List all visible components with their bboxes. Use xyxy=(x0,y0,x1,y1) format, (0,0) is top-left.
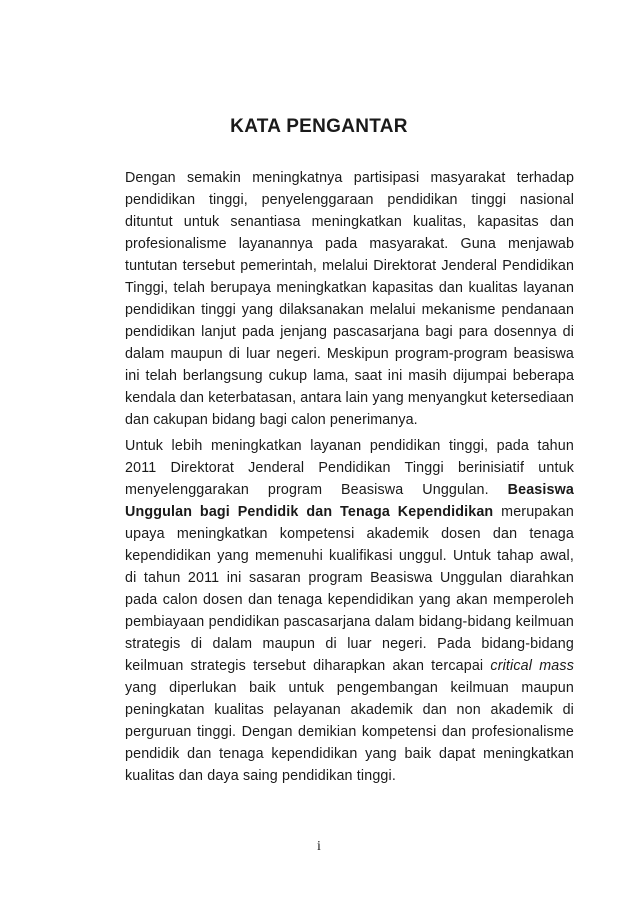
document-body xyxy=(125,167,574,787)
paragraph-1: Dengan semakin meningkatnya partisipasi masyarakat terhadap pendidikan tinggi, penyelenggaraan pendidikan tinggi nasional dituntut untuk senantiasa meningkatkan kualitas, kapasitas dan profesionalisme layanannya pada masyarakat. Guna menjawab tuntutan tersebut pemerintah, melalui Direktorat Jenderal Pendidikan Tinggi, telah berupaya meningkatkan kapasitas dan kualitas layanan pendidikan tinggi yang dilaksanakan melalui mekanisme pendanaan pendidikan lanjut pada jenjang pascasarjana bagi para dosennya di dalam maupun di luar negeri. Meskipun program-program beasiswa ini telah berlangsung cukup lama, saat ini masih dijumpai beberapa kendala dan keterbatasan, antara lain yang menyangkut ketersediaan dan cakupan bidang bagi calon penerimanya. xyxy=(125,170,574,428)
paragraph-2 xyxy=(125,435,574,787)
paragraph-2-text-2: merupakan upaya meningkatkan kompetensi akademik dosen dan tenaga kependidikan yang memenuhi kualifikasi unggul. Untuk tahap awal, di tahun 2011 ini sasaran program Beasiswa Unggulan diarahkan pada calon dosen dan tenaga kependidikan yang akan memperoleh pembiayaan pendidikan pascasarjana dalam bidang-bidang keilmuan strategis di dalam maupun di luar negeri. Pada bidang-bidang keilmuan strategis tersebut diharapkan akan tercapai xyxy=(125,504,575,674)
paragraph-2-text-1: Untuk lebih meningkatkan layanan pendidikan tinggi, pada tahun 2011 Direktorat Jenderal Pendidikan Tinggi berinisiatif untuk menyelenggarakan program Beasiswa Unggulan. xyxy=(125,438,574,498)
page-number: i xyxy=(317,839,321,854)
page-title: KATA PENGANTAR xyxy=(230,116,408,137)
paragraph-2-text-3: yang diperlukan baik untuk pengembangan keilmuan maupun peningkatan kualitas pelayanan akademik dan non akademik di perguruan tinggi. Dengan demikian kompetensi dan profesionalisme pendidik dan tenaga kependidikan yang baik dapat meningkatkan kualitas dan daya saing pendidikan tinggi. xyxy=(125,680,574,784)
critical-mass-italic: critical mass xyxy=(490,658,574,674)
program-name-bold: Beasiswa Unggulan bagi Pendidik dan Tenaga Kependidikan xyxy=(125,482,574,520)
